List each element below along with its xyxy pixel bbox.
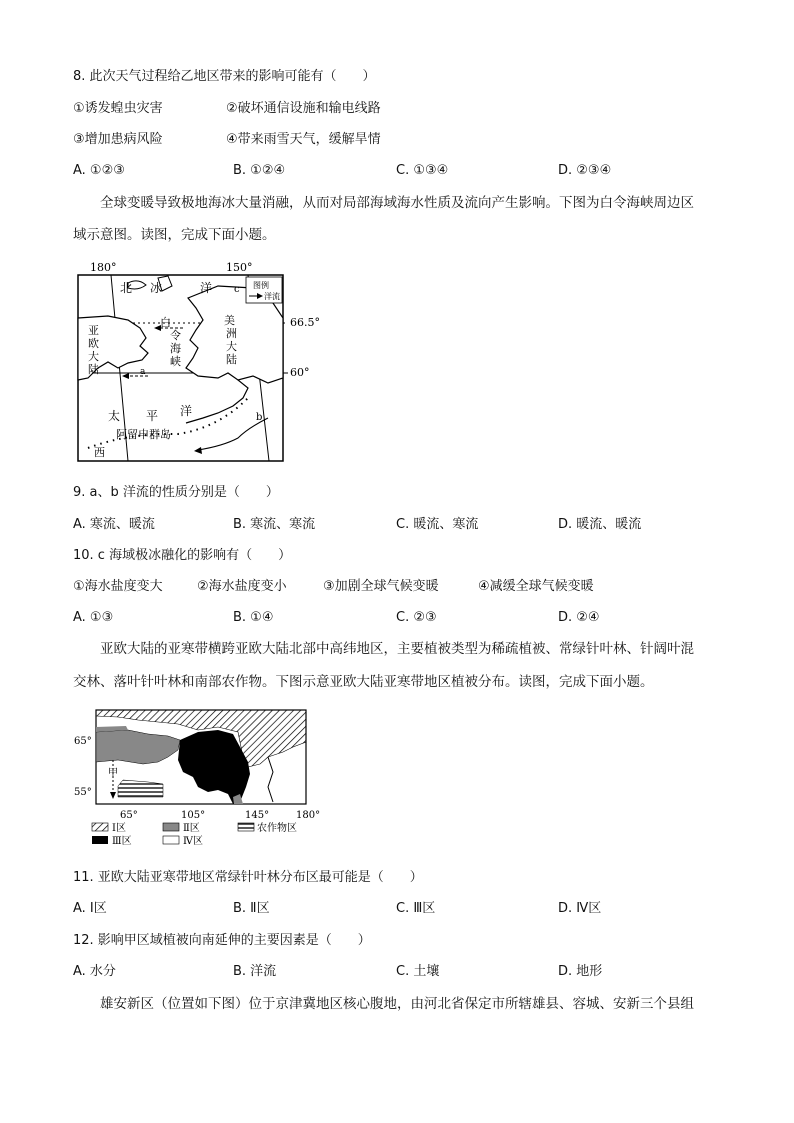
lat-label-bottom: 60°: [290, 366, 310, 379]
pacific-label-1: 太: [108, 409, 121, 423]
lon-label-180: 180°: [296, 810, 321, 821]
question-11-stem: 11. 亚欧大陆亚寒带地区常绿针叶林分布区最可能是（ ）: [73, 870, 423, 885]
aleutian-label: 阿留申群岛: [116, 428, 171, 441]
lon-label-left: 180°: [90, 261, 117, 274]
legend-zone-3-label: Ⅲ区: [112, 836, 132, 847]
legend-zone-1-label: Ⅰ区: [112, 823, 126, 834]
arctic-label-2: 冰: [150, 281, 163, 295]
legend-crop-label: 农作物区: [257, 823, 297, 834]
q8-statement-1: ①诱发蝗虫灾害: [73, 101, 163, 116]
lon-label-145: 145°: [245, 810, 270, 821]
q8-choice-a: A. ①②③: [73, 163, 125, 178]
q8-statement-3: ③增加患病风险: [73, 132, 163, 147]
question-12-stem: 12. 影响甲区域植被向南延伸的主要因素是（ ）: [73, 933, 371, 948]
west-label: 西: [94, 446, 105, 459]
q8-choice-d: D. ②③④: [558, 163, 612, 178]
q10-choice-d: D. ②④: [558, 610, 600, 625]
q12-choice-d: D. 地形: [558, 964, 603, 979]
legend-zone-3-swatch: [92, 836, 108, 844]
arctic-label-1: 北: [120, 281, 133, 295]
pacific-label-2: 平: [146, 409, 159, 423]
intro-1-line-2: 域示意图。读图，完成下面小题。: [73, 227, 276, 243]
q8-statement-2: ②破坏通信设施和输电线路: [226, 101, 381, 116]
label-c: c: [234, 284, 240, 295]
q10-statement-3: ③加剧全球气候变暖: [323, 579, 439, 594]
question-8-stem: 8. 此次天气过程给乙地区带来的影响可能有（ ）: [73, 69, 376, 84]
legend-zone-2-swatch: [163, 823, 179, 831]
q10-choice-c: C. ②③: [396, 610, 437, 625]
legend-zone-1-swatch: [92, 823, 108, 831]
q9-choice-c: C. 暖流、寒流: [396, 517, 479, 532]
intro-2-line-2: 交林、落叶针叶林和南部农作物。下图示意亚欧大陆亚寒带地区植被分布。读图，完成下面小题。: [73, 674, 654, 690]
lon-label-65: 65°: [120, 810, 138, 821]
eurasia-label-4: 陆: [88, 363, 99, 376]
legend-title: 图例: [253, 281, 269, 290]
q11-choice-c: C. Ⅲ区: [396, 901, 436, 916]
question-9-stem: 9. a、b 洋流的性质分别是（ ）: [73, 485, 279, 500]
label-a: a: [140, 367, 146, 377]
legend-zone-4-swatch: [163, 836, 179, 844]
bering-strait-map: [68, 258, 328, 468]
pacific-label-3: 洋: [180, 404, 193, 418]
bering-label-3: 海: [170, 342, 181, 355]
lat-label-65: 65°: [74, 736, 92, 747]
jia-label: 甲: [108, 768, 118, 779]
q9-choice-d: D. 暖流、暖流: [558, 517, 642, 532]
eurasia-label-2: 欧: [88, 337, 99, 350]
lat-label-55: 55°: [74, 787, 92, 798]
q10-choice-b: B. ①④: [233, 610, 274, 625]
legend-zone-4-label: Ⅳ区: [183, 836, 203, 847]
america-label-2: 洲: [226, 327, 237, 340]
legend-zone-2-label: Ⅱ区: [183, 823, 200, 834]
q10-statement-4: ④减缓全球气候变暖: [478, 579, 594, 594]
eurasia-label-3: 大: [88, 350, 99, 363]
question-10-stem: 10. c 海域极冰融化的影响有（ ）: [73, 548, 292, 563]
america-label-4: 陆: [226, 353, 237, 366]
bering-label-1: 白: [160, 316, 171, 329]
q8-statement-4: ④带来雨雪天气，缓解旱情: [226, 132, 381, 147]
intro-3-line-1: 雄安新区（位置如下图）位于京津冀地区核心腹地，由河北省保定市所辖雄县、容城、安新三个县组: [100, 996, 694, 1012]
label-b: b: [256, 412, 263, 423]
q12-choice-b: B. 洋流: [233, 964, 277, 979]
bering-label-2: 令: [170, 329, 181, 342]
q12-choice-c: C. 土壤: [396, 964, 440, 979]
lon-label-105: 105°: [181, 810, 206, 821]
lat-label-top: 66.5°: [290, 316, 320, 329]
vegetation-map: [68, 702, 328, 852]
q8-choice-b: B. ①②④: [233, 163, 286, 178]
q8-choice-c: C. ①③④: [396, 163, 449, 178]
legend-item-current: 洋流: [264, 292, 280, 301]
arctic-label-3: 洋: [200, 281, 213, 295]
america-label-3: 大: [226, 340, 237, 353]
q9-choice-a: A. 寒流、暖流: [73, 517, 155, 532]
q10-choice-a: A. ①③: [73, 610, 114, 625]
intro-1-line-1: 全球变暖导致极地海冰大量消融，从而对局部海域海水性质及流向产生影响。下图为白令海峡周边区: [100, 195, 694, 211]
intro-2-line-1: 亚欧大陆的亚寒带横跨亚欧大陆北部中高纬地区，主要植被类型为稀疏植被、常绿针叶林、针阔叶混: [100, 641, 694, 657]
q11-choice-d: D. Ⅳ区: [558, 901, 602, 916]
lon-label-right: 150°: [226, 261, 253, 274]
q11-choice-a: A. Ⅰ区: [73, 901, 107, 916]
q11-choice-b: B. Ⅱ区: [233, 901, 270, 916]
q12-choice-a: A. 水分: [73, 964, 116, 979]
eurasia-label-1: 亚: [88, 324, 99, 337]
q9-choice-b: B. 寒流、寒流: [233, 517, 316, 532]
q10-statement-2: ②海水盐度变小: [197, 579, 287, 594]
america-label-1: 美: [224, 314, 235, 327]
legend-crop-swatch: [238, 823, 254, 831]
q10-statement-1: ①海水盐度变大: [73, 579, 163, 594]
bering-label-4: 峡: [170, 355, 181, 368]
